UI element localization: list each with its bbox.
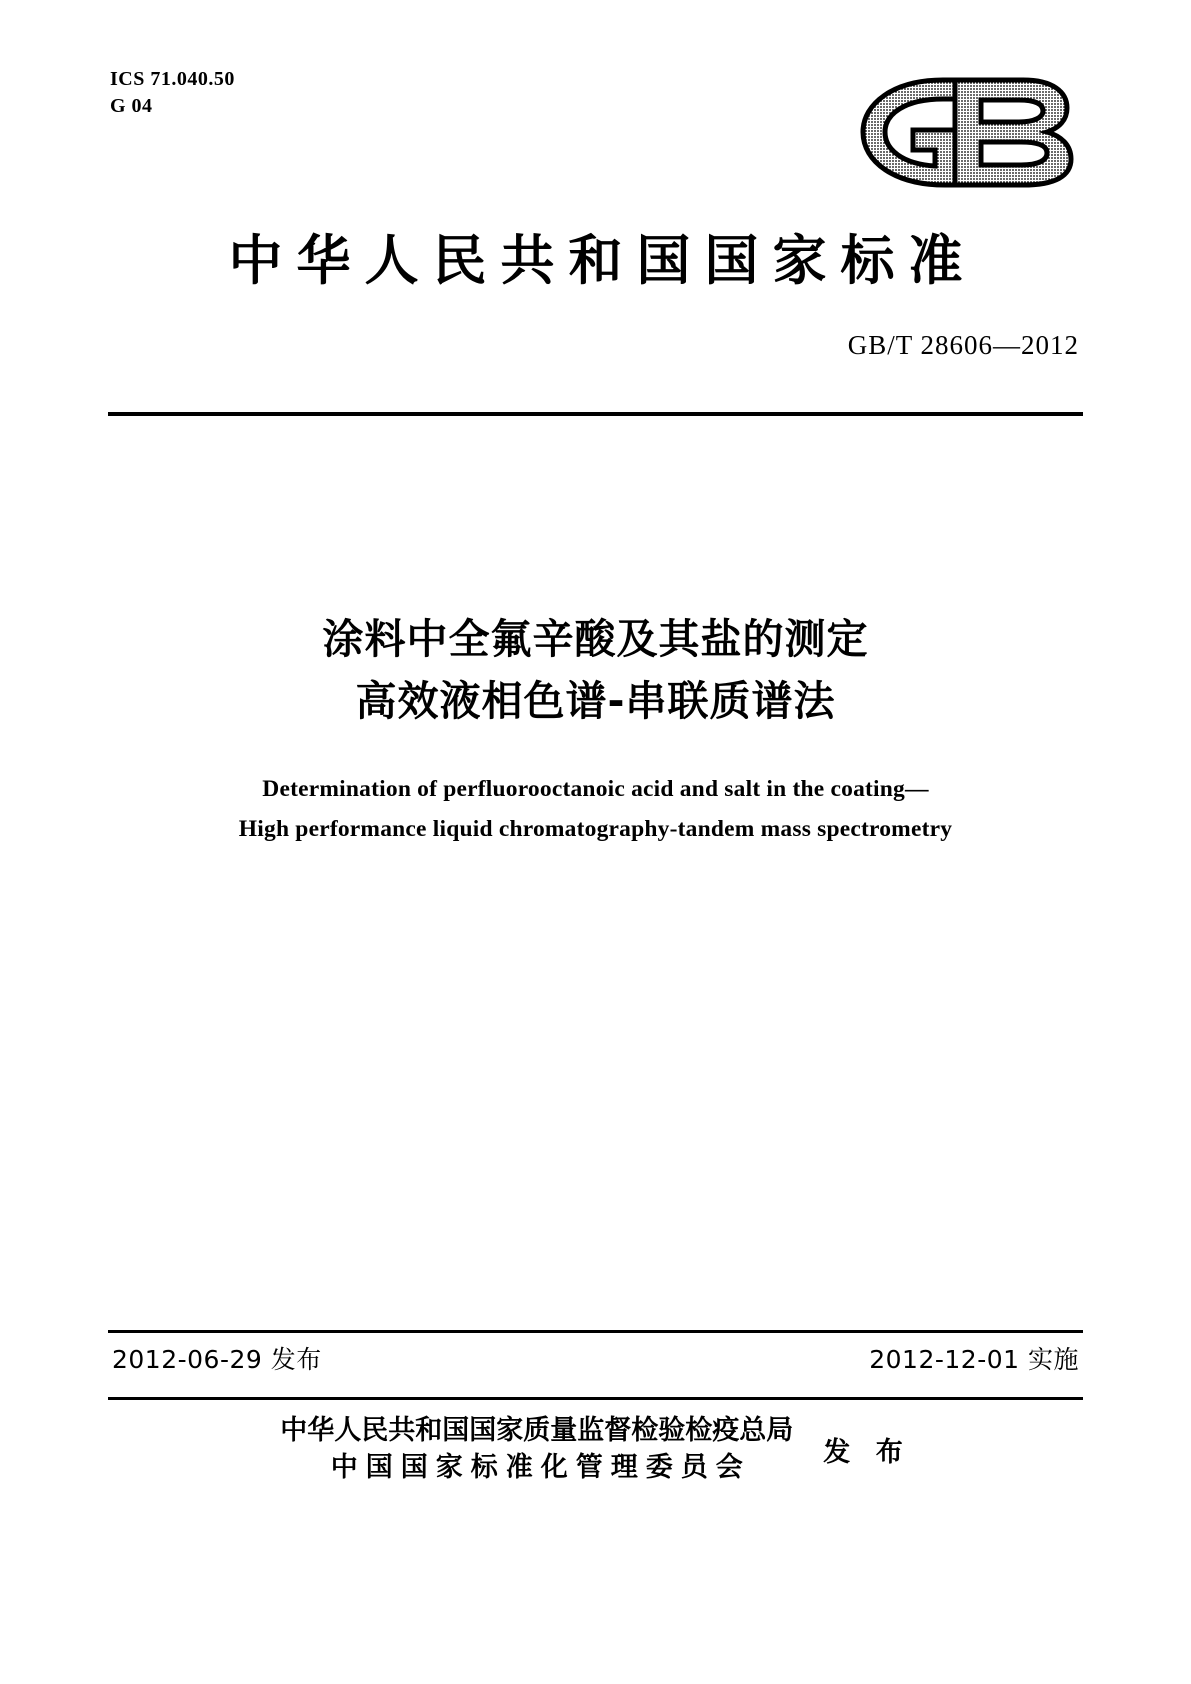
- document-title-block: [0, 608, 1191, 849]
- implementation-date: 2012-12-01 实施: [869, 1345, 1079, 1374]
- issuer-block: [0, 1412, 1191, 1487]
- title-en-line-2: High performance liquid chromatography-tandem mass spectrometry: [238, 816, 953, 843]
- standard-number: GB/T 28606—2012: [847, 330, 1079, 360]
- divider-top: [108, 412, 1083, 416]
- title-cn-line-2: 高效液相色谱-串联质谱法: [355, 677, 836, 726]
- issuer-organization-1: 中华人民共和国国家质量监督检验检疫总局: [280, 1415, 794, 1446]
- ics-classification: [110, 66, 235, 120]
- ccs-code-line: G 04: [110, 95, 153, 117]
- title-cn-line-1: 涂料中全氟辛酸及其盐的测定: [322, 615, 869, 663]
- gb-logo-icon: [847, 70, 1079, 195]
- issuer-organization-2: 中国国家标准化管理委员会: [330, 1452, 751, 1484]
- ics-code-line: ICS 71.040.50: [110, 68, 235, 90]
- issuer-action-label: 发 布: [823, 1436, 911, 1468]
- divider-above-dates: [108, 1330, 1083, 1333]
- release-date: 2012-06-29 发布: [112, 1345, 322, 1374]
- divider-below-dates: [108, 1397, 1083, 1400]
- national-standard-title: 中华人民共和国国家标准: [228, 229, 977, 292]
- title-en-line-1: Determination of perfluorooctanoic acid and salt in the coating—: [262, 775, 929, 802]
